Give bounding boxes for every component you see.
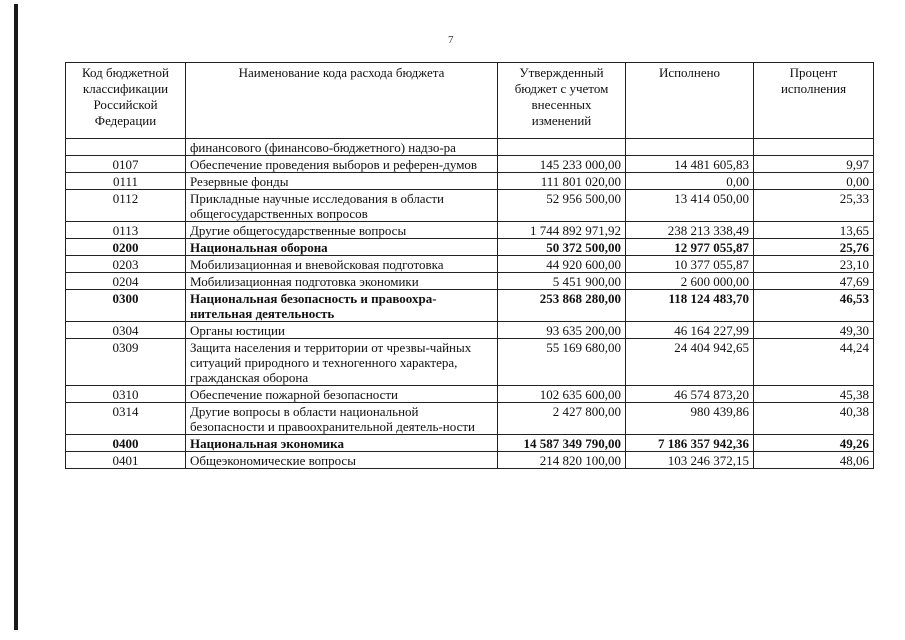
header-code: Код бюджетной классификации Российской Федерации bbox=[66, 63, 186, 139]
cell-name: Другие общегосударственные вопросы bbox=[186, 222, 498, 239]
table-row bbox=[66, 173, 874, 190]
header-percent: Процент исполнения bbox=[754, 63, 874, 139]
scan-edge-rule bbox=[14, 4, 18, 630]
cell-approved: 111 801 020,00 bbox=[498, 173, 626, 190]
cell-executed: 46 164 227,99 bbox=[626, 322, 754, 339]
cell-executed: 118 124 483,70 bbox=[626, 290, 754, 322]
cell-percent: 9,97 bbox=[754, 156, 874, 173]
cell-approved: 93 635 200,00 bbox=[498, 322, 626, 339]
table-row bbox=[66, 222, 874, 239]
table-row bbox=[66, 386, 874, 403]
cell-approved: 102 635 600,00 bbox=[498, 386, 626, 403]
cell-executed: 12 977 055,87 bbox=[626, 239, 754, 256]
cell-percent: 48,06 bbox=[754, 452, 874, 469]
table-row bbox=[66, 139, 874, 156]
table-header-row bbox=[66, 63, 874, 139]
cell-code: 0204 bbox=[66, 273, 186, 290]
page-number: 7 bbox=[448, 34, 454, 46]
table-row bbox=[66, 452, 874, 469]
cell-approved: 5 451 900,00 bbox=[498, 273, 626, 290]
cell-executed: 46 574 873,20 bbox=[626, 386, 754, 403]
cell-executed: 0,00 bbox=[626, 173, 754, 190]
cell-name: Органы юстиции bbox=[186, 322, 498, 339]
table-row bbox=[66, 322, 874, 339]
cell-approved: 2 427 800,00 bbox=[498, 403, 626, 435]
cell-approved: 50 372 500,00 bbox=[498, 239, 626, 256]
table-row bbox=[66, 435, 874, 452]
cell-approved: 253 868 280,00 bbox=[498, 290, 626, 322]
cell-approved: 145 233 000,00 bbox=[498, 156, 626, 173]
cell-percent: 13,65 bbox=[754, 222, 874, 239]
budget-table bbox=[65, 62, 874, 469]
cell-percent: 44,24 bbox=[754, 339, 874, 386]
cell-percent: 47,69 bbox=[754, 273, 874, 290]
cell-code: 0314 bbox=[66, 403, 186, 435]
cell-name: Защита населения и территории от чрезвы-чайных ситуаций природного и техногенного характера, гражданская оборона bbox=[186, 339, 498, 386]
header-name: Наименование кода расхода бюджета bbox=[186, 63, 498, 139]
cell-approved: 52 956 500,00 bbox=[498, 190, 626, 222]
cell-percent: 25,76 bbox=[754, 239, 874, 256]
cell-approved: 55 169 680,00 bbox=[498, 339, 626, 386]
cell-approved: 14 587 349 790,00 bbox=[498, 435, 626, 452]
cell-percent bbox=[754, 139, 874, 156]
cell-percent: 23,10 bbox=[754, 256, 874, 273]
cell-name: Национальная безопасность и правоохра-нительная деятельность bbox=[186, 290, 498, 322]
cell-percent: 49,26 bbox=[754, 435, 874, 452]
cell-executed: 7 186 357 942,36 bbox=[626, 435, 754, 452]
cell-executed: 238 213 338,49 bbox=[626, 222, 754, 239]
cell-approved: 44 920 600,00 bbox=[498, 256, 626, 273]
cell-code: 0112 bbox=[66, 190, 186, 222]
cell-code: 0107 bbox=[66, 156, 186, 173]
cell-code: 0304 bbox=[66, 322, 186, 339]
table-row bbox=[66, 156, 874, 173]
cell-name: Национальная оборона bbox=[186, 239, 498, 256]
cell-name: Обеспечение проведения выборов и референ-думов bbox=[186, 156, 498, 173]
cell-percent: 46,53 bbox=[754, 290, 874, 322]
cell-percent: 45,38 bbox=[754, 386, 874, 403]
cell-percent: 25,33 bbox=[754, 190, 874, 222]
cell-code: 0401 bbox=[66, 452, 186, 469]
cell-executed: 2 600 000,00 bbox=[626, 273, 754, 290]
cell-code: 0310 bbox=[66, 386, 186, 403]
cell-code bbox=[66, 139, 186, 156]
cell-executed: 13 414 050,00 bbox=[626, 190, 754, 222]
table-row bbox=[66, 403, 874, 435]
cell-percent: 40,38 bbox=[754, 403, 874, 435]
cell-name: Мобилизационная подготовка экономики bbox=[186, 273, 498, 290]
cell-percent: 49,30 bbox=[754, 322, 874, 339]
cell-executed: 980 439,86 bbox=[626, 403, 754, 435]
table-row bbox=[66, 273, 874, 290]
cell-approved bbox=[498, 139, 626, 156]
cell-name: Обеспечение пожарной безопасности bbox=[186, 386, 498, 403]
cell-approved: 1 744 892 971,92 bbox=[498, 222, 626, 239]
cell-code: 0203 bbox=[66, 256, 186, 273]
cell-code: 0400 bbox=[66, 435, 186, 452]
header-executed: Исполнено bbox=[626, 63, 754, 139]
cell-name: Мобилизационная и вневойсковая подготовка bbox=[186, 256, 498, 273]
cell-percent: 0,00 bbox=[754, 173, 874, 190]
cell-executed: 10 377 055,87 bbox=[626, 256, 754, 273]
table-row bbox=[66, 239, 874, 256]
cell-executed: 14 481 605,83 bbox=[626, 156, 754, 173]
table-row bbox=[66, 256, 874, 273]
cell-code: 0200 bbox=[66, 239, 186, 256]
cell-code: 0111 bbox=[66, 173, 186, 190]
cell-executed bbox=[626, 139, 754, 156]
table-row bbox=[66, 339, 874, 386]
table-body bbox=[66, 139, 874, 469]
cell-executed: 24 404 942,65 bbox=[626, 339, 754, 386]
cell-name: Национальная экономика bbox=[186, 435, 498, 452]
table-row bbox=[66, 190, 874, 222]
cell-code: 0113 bbox=[66, 222, 186, 239]
cell-code: 0300 bbox=[66, 290, 186, 322]
cell-name: финансового (финансово-бюджетного) надзо-ра bbox=[186, 139, 498, 156]
cell-name: Прикладные научные исследования в области общегосударственных вопросов bbox=[186, 190, 498, 222]
cell-name: Другие вопросы в области национальной безопасности и правоохранительной деятель-ности bbox=[186, 403, 498, 435]
header-approved: Утвержденный бюджет с учетом внесенных изменений bbox=[498, 63, 626, 139]
cell-executed: 103 246 372,15 bbox=[626, 452, 754, 469]
cell-name: Общеэкономические вопросы bbox=[186, 452, 498, 469]
cell-name: Резервные фонды bbox=[186, 173, 498, 190]
table-row bbox=[66, 290, 874, 322]
cell-approved: 214 820 100,00 bbox=[498, 452, 626, 469]
cell-code: 0309 bbox=[66, 339, 186, 386]
